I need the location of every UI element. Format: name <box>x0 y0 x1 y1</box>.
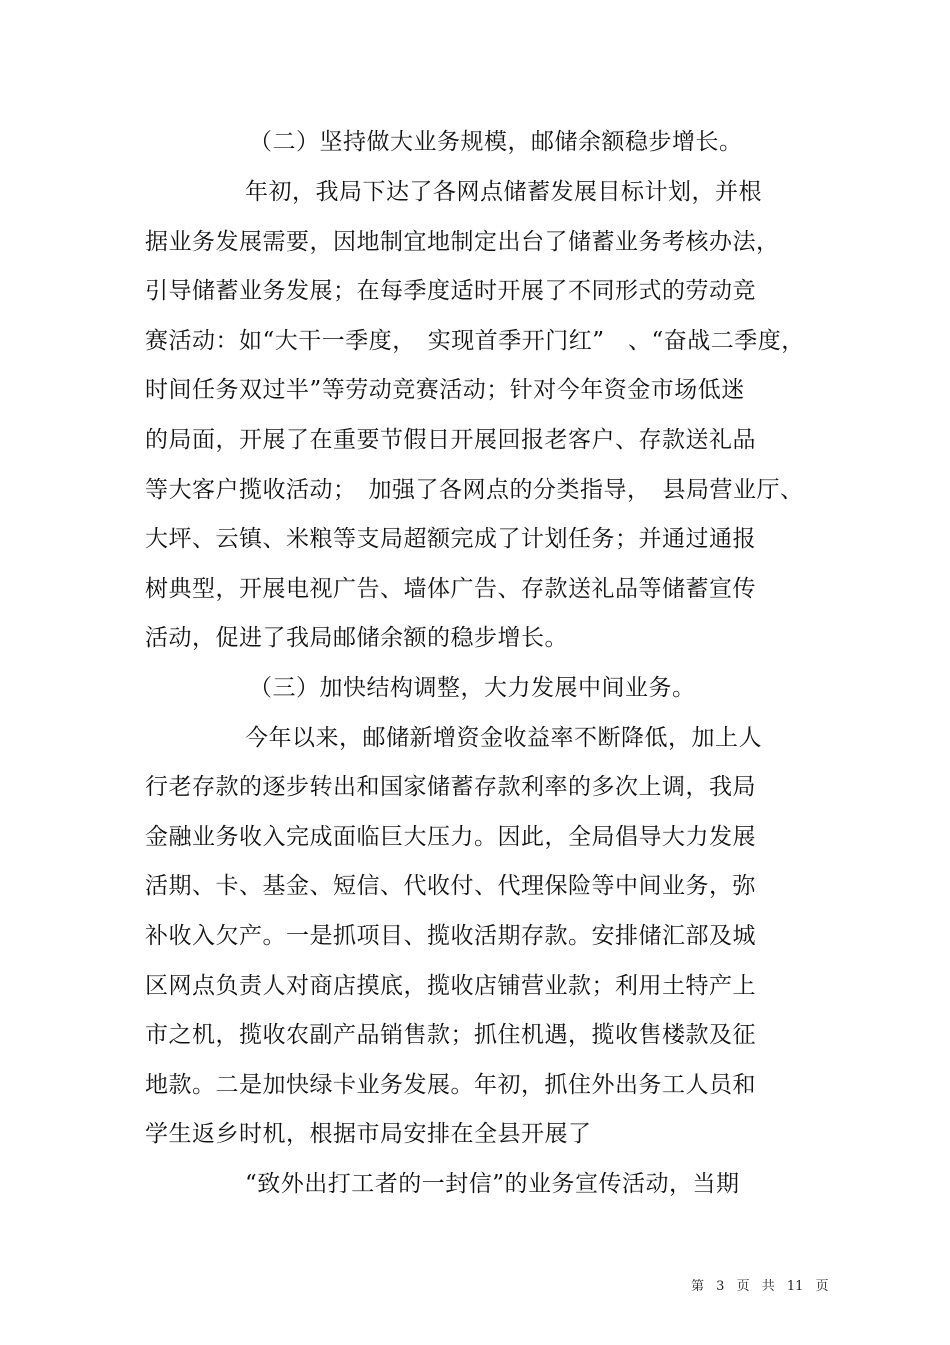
footer-total-pages: 11 <box>786 1279 804 1294</box>
paragraph-line: 地款。二是加快绿卡业务发展。年初，抓住外出务工人员和 <box>145 1072 756 1098</box>
section-heading-2: （二）坚持做大业务规模，邮储余额稳步增长。 <box>249 129 743 155</box>
paragraph-line: 金融业务收入完成面临巨大压力。因此，全局倡导大力发展 <box>145 824 756 850</box>
paragraph-line: “致外出打工者的一封信”的业务宣传活动，当期 <box>245 1171 740 1197</box>
paragraph-line: 活期、卡、基金、短信、代收付、代理保险等中间业务，弥 <box>145 873 756 899</box>
paragraph-line: 补收入欠产。一是抓项目、揽收活期存款。安排储汇部及城 <box>145 923 756 949</box>
page-number-footer <box>691 1278 829 1296</box>
footer-di: 第 <box>691 1279 705 1294</box>
paragraph-line: 时间任务双过半”等劳动竞赛活动；针对今年资金市场低迷 <box>145 377 745 403</box>
footer-ye: 页 <box>736 1279 750 1294</box>
paragraph-line: 年初，我局下达了各网点储蓄发展目标计划，并根 <box>245 179 762 205</box>
paragraph-line: 赛活动：如“大干一季度， 实现首季开门红” 、“奋战二季度， <box>145 328 805 354</box>
paragraph-line: 今年以来，邮储新增资金收益率不断降低，加上人 <box>245 725 762 751</box>
footer-gong: 共 <box>761 1279 775 1294</box>
paragraph-line: 学生返乡时机，根据市局安排在全县开展了 <box>145 1121 592 1147</box>
paragraph-line: 活动，促进了我局邮储余额的稳步增长。 <box>145 625 568 651</box>
paragraph-line: 行老存款的逐步转出和国家储蓄存款利率的多次上调，我局 <box>145 774 756 800</box>
paragraph-line: 大坪、云镇、米粮等支局超额完成了计划任务；并通过通报 <box>145 526 756 552</box>
paragraph-line: 等大客户揽收活动； 加强了各网点的分类指导， 县局营业厅、 <box>145 477 804 503</box>
paragraph-line: 的局面，开展了在重要节假日开展回报老客户、存款送礼品 <box>145 427 756 453</box>
paragraph-line: 市之机，揽收农副产品销售款；抓住机遇，揽收售楼款及征 <box>145 1022 756 1048</box>
footer-current-page: 3 <box>716 1279 725 1294</box>
paragraph-line: 据业务发展需要，因地制宜地制定出台了储蓄业务考核办法， <box>145 229 780 255</box>
section-heading-3: （三）加快结构调整，大力发展中间业务。 <box>249 675 696 701</box>
paragraph-line: 树典型，开展电视广告、墙体广告、存款送礼品等储蓄宣传 <box>145 576 756 602</box>
paragraph-line: 区网点负责人对商店摸底，揽收店铺营业款；利用土特产上 <box>145 973 756 999</box>
paragraph-line: 引导储蓄业务发展；在每季度适时开展了不同形式的劳动竞 <box>145 278 756 304</box>
footer-ye-end: 页 <box>815 1279 829 1294</box>
